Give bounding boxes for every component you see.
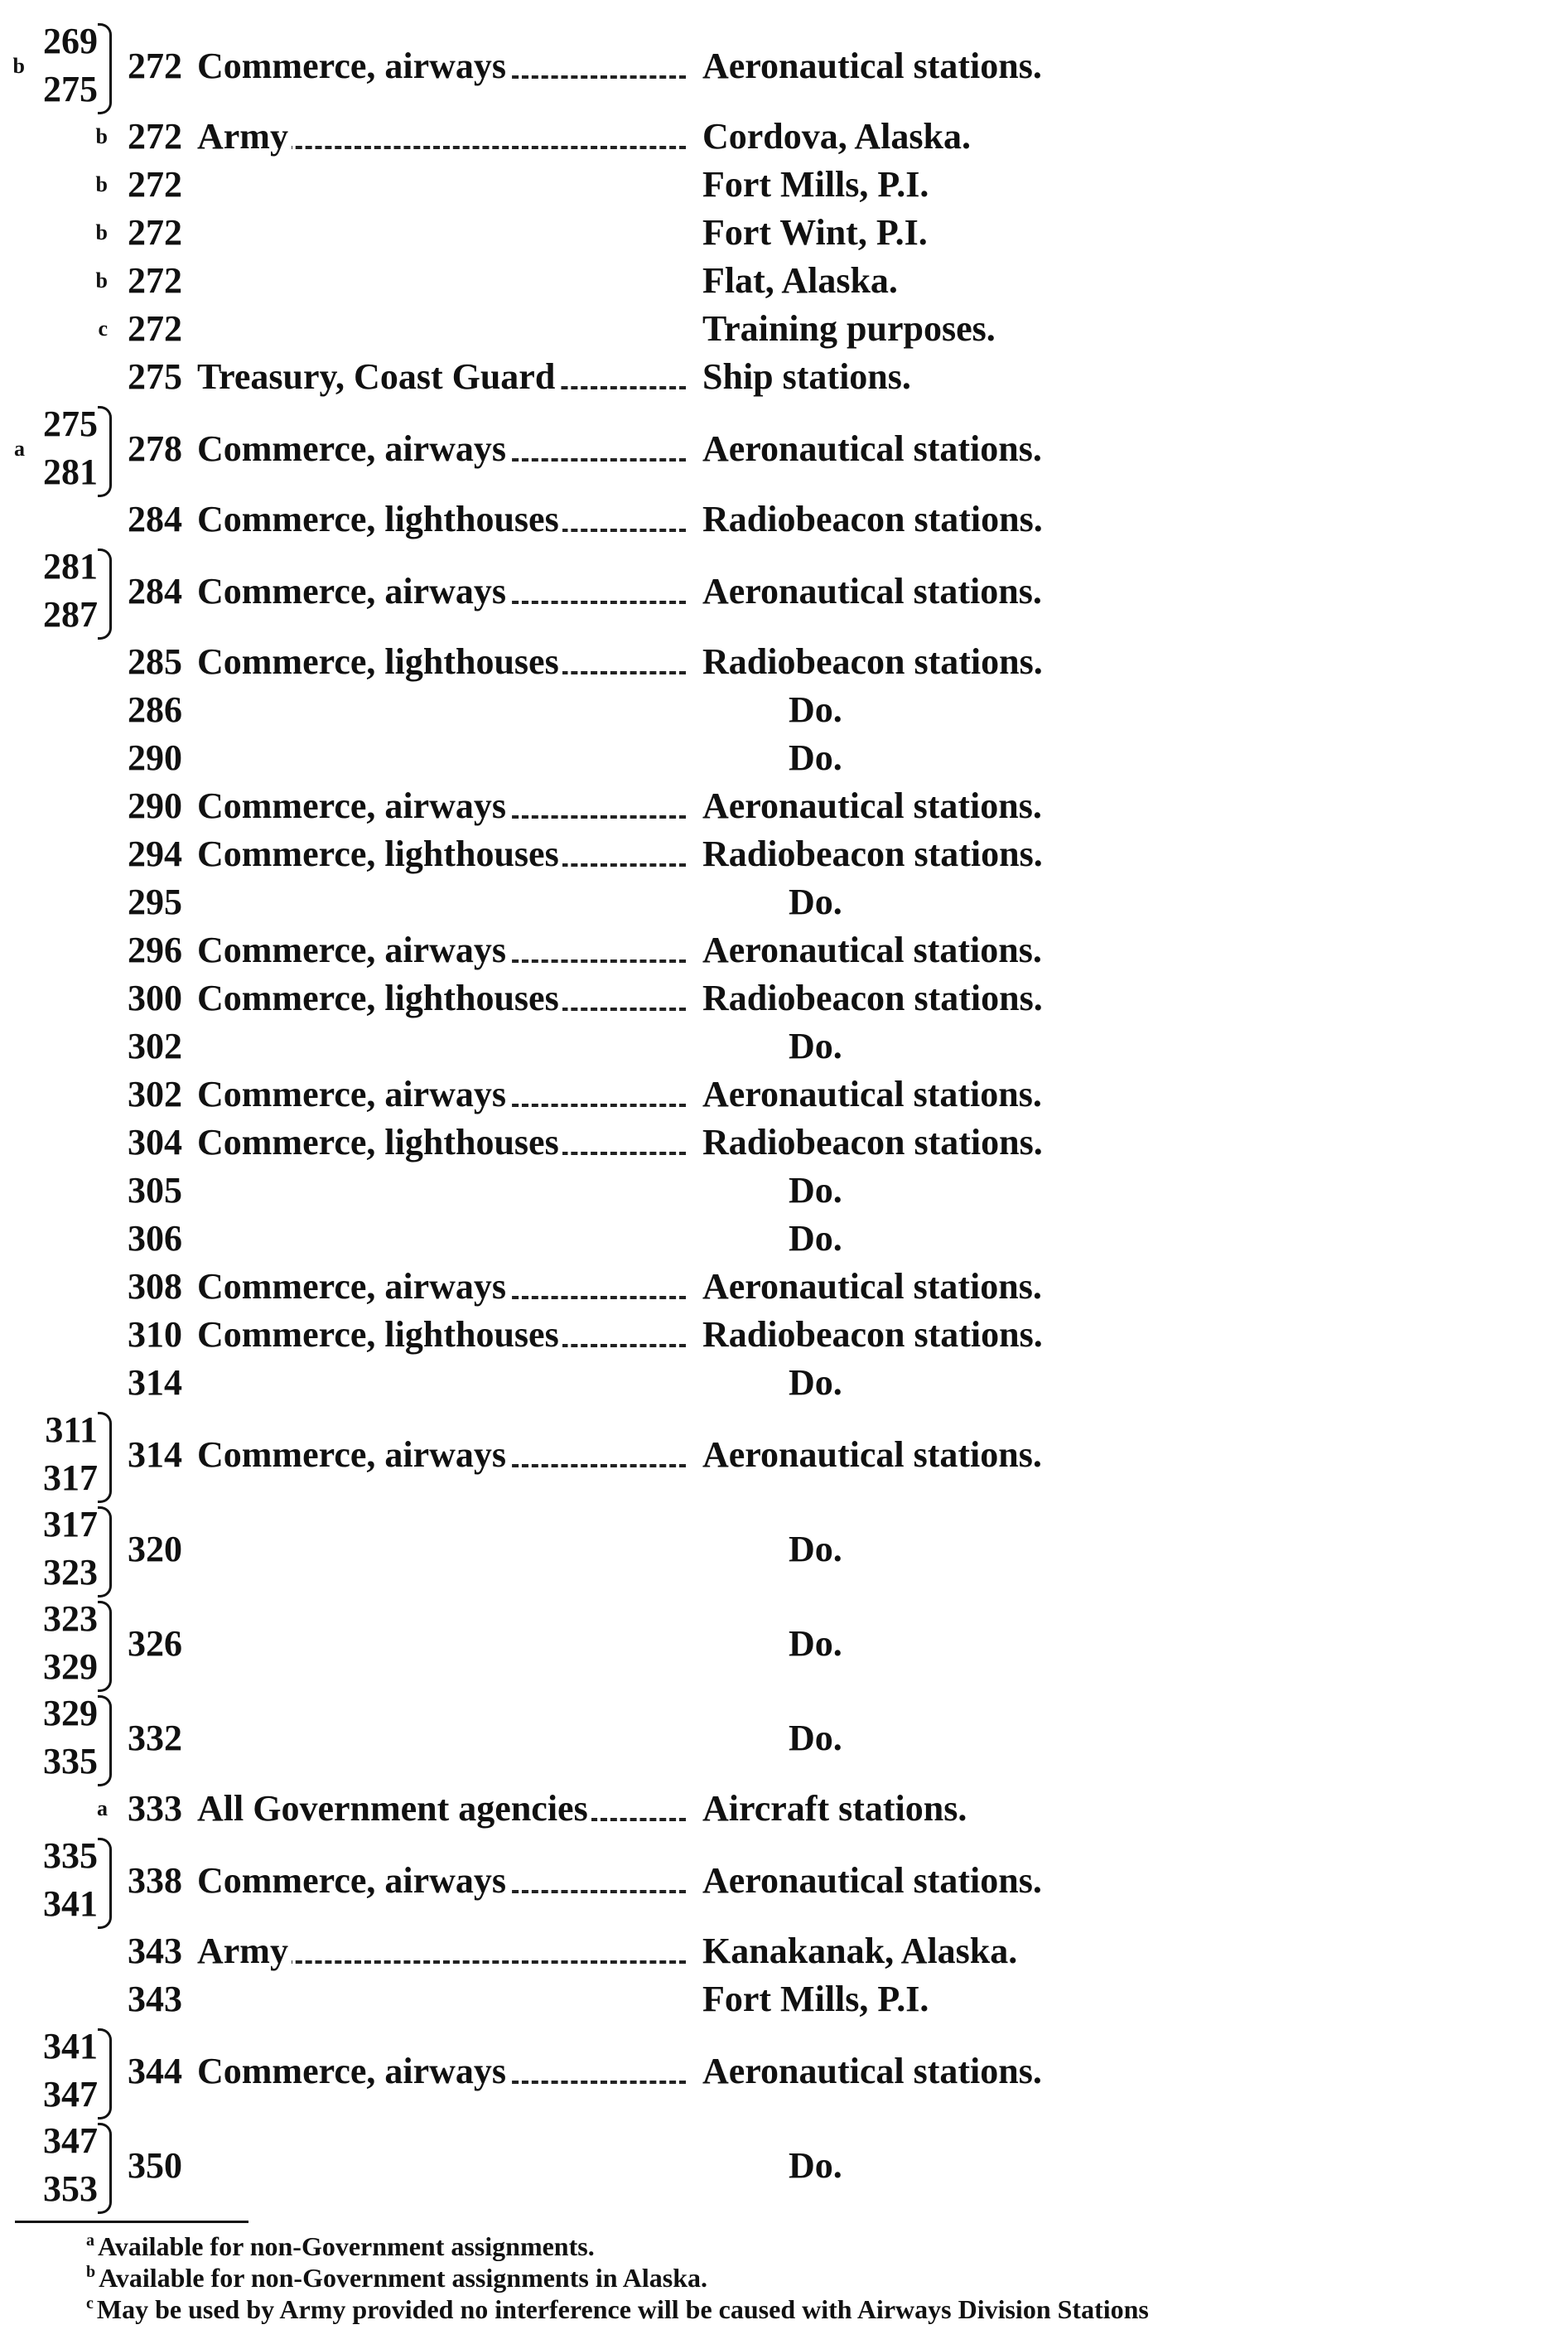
footnote-marker: b [95, 220, 108, 244]
station: Do. [789, 1170, 842, 1211]
frequency: 272 [128, 116, 182, 157]
station: Radiobeacon stations. [702, 641, 1043, 682]
agency [197, 42, 686, 90]
agency-text: Commerce, airways [197, 1860, 509, 1901]
table-row [0, 401, 1568, 497]
agency [197, 1071, 686, 1119]
station: Aeronautical stations. [702, 428, 1042, 469]
footnote-marker: b [12, 54, 25, 78]
frequency: 308 [128, 1266, 182, 1307]
agency [197, 1857, 686, 1905]
footnote-text: Available for non-Government assignments. [98, 2231, 595, 2261]
frequency: 284 [128, 571, 182, 611]
station: Radiobeacon stations. [702, 1122, 1043, 1162]
range-low: 317 [43, 1504, 98, 1544]
table-row [0, 1833, 1568, 1929]
station: Do. [789, 1218, 842, 1259]
footnote-marker: b [95, 268, 108, 292]
footnote-text: May be used by Army provided no interference will be caused with Airways Division Stations [96, 2294, 1149, 2324]
table-row [0, 1975, 1568, 2023]
station: Cordova, Alaska. [702, 116, 971, 157]
agency [197, 353, 686, 401]
frequency: 296 [128, 930, 182, 970]
table-row [0, 2118, 1568, 2214]
range-low: 275 [43, 404, 98, 444]
range-high: 347 [43, 2074, 98, 2115]
station: Kanakanak, Alaska. [702, 1931, 1018, 1971]
footnote-a [86, 2232, 595, 2264]
station: Fort Mills, P.I. [702, 1979, 929, 2019]
station: Aeronautical stations. [702, 571, 1042, 611]
station: Fort Mills, P.I. [702, 164, 929, 205]
frequency: 284 [128, 499, 182, 539]
agency-text: Commerce, lighthouses [197, 834, 562, 874]
frequency: 305 [128, 1170, 182, 1211]
footnote-marker: a [97, 1796, 108, 1820]
frequency: 272 [128, 260, 182, 301]
table-row [0, 257, 1568, 305]
station: Do. [789, 1718, 842, 1758]
table-row [0, 1596, 1568, 1692]
agency [197, 113, 686, 161]
table-row [0, 1311, 1568, 1359]
table-row [0, 1359, 1568, 1407]
station: Radiobeacon stations. [702, 1314, 1043, 1355]
station: Do. [789, 737, 842, 778]
station: Do. [789, 2145, 842, 2186]
agency [197, 926, 686, 974]
agency-text: Commerce, airways [197, 46, 509, 86]
range-low: 341 [43, 2026, 98, 2066]
frequency: 300 [128, 978, 182, 1018]
range-low: 281 [43, 546, 98, 587]
agency-text: Commerce, airways [197, 2051, 509, 2091]
station: Do. [789, 1623, 842, 1664]
footnote-mark: b [86, 2263, 96, 2281]
table-row [0, 878, 1568, 926]
range-high: 281 [43, 452, 98, 492]
table-row [0, 305, 1568, 353]
agency-text: Commerce, airways [197, 1266, 509, 1307]
range-high: 317 [43, 1457, 98, 1498]
agency-text: Commerce, lighthouses [197, 1122, 562, 1162]
range-low: 269 [43, 21, 98, 61]
agency [197, 638, 686, 686]
table-row [0, 686, 1568, 734]
frequency: 275 [128, 356, 182, 397]
frequency: 272 [128, 46, 182, 86]
station: Aeronautical stations. [702, 785, 1042, 826]
frequency: 332 [128, 1718, 182, 1758]
range-high: 335 [43, 1741, 98, 1781]
frequency: 338 [128, 1860, 182, 1901]
table-row [0, 830, 1568, 878]
frequency: 333 [128, 1788, 182, 1829]
frequency: 306 [128, 1218, 182, 1259]
frequency: 343 [128, 1931, 182, 1971]
footnote-rule [15, 2221, 248, 2223]
agency [197, 495, 686, 544]
station: Aeronautical stations. [702, 2051, 1042, 2091]
agency-text: Commerce, airways [197, 571, 509, 611]
frequency: 272 [128, 212, 182, 253]
agency-text: Commerce, airways [197, 1074, 509, 1114]
table-row [0, 926, 1568, 974]
agency-text: Army [197, 1931, 292, 1971]
frequency: 344 [128, 2051, 182, 2091]
footnote-mark: c [86, 2294, 94, 2313]
agency [197, 782, 686, 830]
table-row [0, 2023, 1568, 2119]
station: Fort Wint, P.I. [702, 212, 928, 253]
agency-text: Commerce, lighthouses [197, 641, 562, 682]
range-high: 341 [43, 1883, 98, 1924]
station: Ship stations. [702, 356, 911, 397]
frequency: 310 [128, 1314, 182, 1355]
range-low: 329 [43, 1693, 98, 1733]
frequency: 295 [128, 882, 182, 922]
footnote-marker: b [95, 172, 108, 196]
agency [197, 1263, 686, 1311]
agency-text: Commerce, airways [197, 428, 509, 469]
table-row [0, 544, 1568, 640]
table-row [0, 495, 1568, 544]
station: Aeronautical stations. [702, 930, 1042, 970]
agency-text: Commerce, lighthouses [197, 978, 562, 1018]
range-high: 353 [43, 2168, 98, 2209]
station: Aeronautical stations. [702, 1434, 1042, 1475]
table-row [0, 1022, 1568, 1071]
range-low: 323 [43, 1598, 98, 1639]
frequency: 294 [128, 834, 182, 874]
frequency: 272 [128, 308, 182, 349]
footnote-text: Available for non-Government assignments in Alaska. [99, 2263, 707, 2293]
frequency: 302 [128, 1026, 182, 1066]
frequency: 304 [128, 1122, 182, 1162]
frequency: 278 [128, 428, 182, 469]
agency [197, 1927, 686, 1975]
table-row [0, 1785, 1568, 1833]
range-high: 329 [43, 1646, 98, 1687]
table-row [0, 1167, 1568, 1215]
frequency: 326 [128, 1623, 182, 1664]
frequency: 290 [128, 737, 182, 778]
agency-text: Commerce, airways [197, 1434, 509, 1475]
agency [197, 425, 686, 473]
station: Do. [789, 882, 842, 922]
station: Do. [789, 689, 842, 730]
frequency: 320 [128, 1529, 182, 1569]
agency [197, 2047, 686, 2095]
agency-text: Treasury, Coast Guard [197, 356, 558, 397]
station: Aeronautical stations. [702, 46, 1042, 86]
frequency: 285 [128, 641, 182, 682]
table-row [0, 1215, 1568, 1263]
frequency: 343 [128, 1979, 182, 2019]
agency-text: Army [197, 116, 292, 157]
table-row [0, 974, 1568, 1022]
footnote-c [86, 2295, 1149, 2327]
agency [197, 568, 686, 616]
station: Do. [789, 1362, 842, 1403]
range-high: 287 [43, 594, 98, 635]
station: Radiobeacon stations. [702, 499, 1043, 539]
range-high: 275 [43, 69, 98, 109]
footnote-marker: c [98, 317, 108, 341]
agency-text: Commerce, airways [197, 930, 509, 970]
table-row [0, 1690, 1568, 1786]
frequency: 314 [128, 1362, 182, 1403]
frequency: 290 [128, 785, 182, 826]
station: Radiobeacon stations. [702, 834, 1043, 874]
station: Training purposes. [702, 308, 996, 349]
agency [197, 830, 686, 878]
frequency: 302 [128, 1074, 182, 1114]
table-row [0, 1263, 1568, 1311]
table-row [0, 18, 1568, 114]
station: Flat, Alaska. [702, 260, 898, 301]
table-row [0, 353, 1568, 401]
table-row [0, 1927, 1568, 1975]
agency [197, 1785, 686, 1833]
table-row [0, 1501, 1568, 1597]
footnote-marker: a [14, 437, 25, 461]
frequency: 286 [128, 689, 182, 730]
station: Aircraft stations. [702, 1788, 967, 1829]
frequency: 272 [128, 164, 182, 205]
agency [197, 1119, 686, 1167]
range-low: 335 [43, 1835, 98, 1876]
agency-text: Commerce, lighthouses [197, 499, 562, 539]
station: Aeronautical stations. [702, 1860, 1042, 1901]
agency-text: Commerce, lighthouses [197, 1314, 562, 1355]
frequency: 314 [128, 1434, 182, 1475]
footnote-marker: b [95, 124, 108, 148]
agency-text: All Government agencies [197, 1788, 591, 1829]
table-row [0, 1071, 1568, 1119]
station: Radiobeacon stations. [702, 978, 1043, 1018]
range-high: 323 [43, 1552, 98, 1593]
agency-text: Commerce, airways [197, 785, 509, 826]
footnote-mark: a [86, 2231, 94, 2250]
footnote-b [86, 2264, 707, 2296]
table-row [0, 161, 1568, 209]
range-low: 347 [43, 2120, 98, 2161]
table-row [0, 782, 1568, 830]
range-low: 311 [45, 1409, 98, 1450]
agency [197, 1311, 686, 1359]
table-row [0, 1119, 1568, 1167]
agency [197, 1431, 686, 1479]
station: Aeronautical stations. [702, 1266, 1042, 1307]
table-row [0, 113, 1568, 161]
table-row [0, 209, 1568, 257]
station: Do. [789, 1529, 842, 1569]
table-row [0, 1407, 1568, 1503]
agency [197, 974, 686, 1022]
station: Aeronautical stations. [702, 1074, 1042, 1114]
station: Do. [789, 1026, 842, 1066]
table-row [0, 734, 1568, 782]
table-row [0, 638, 1568, 686]
frequency: 350 [128, 2145, 182, 2186]
